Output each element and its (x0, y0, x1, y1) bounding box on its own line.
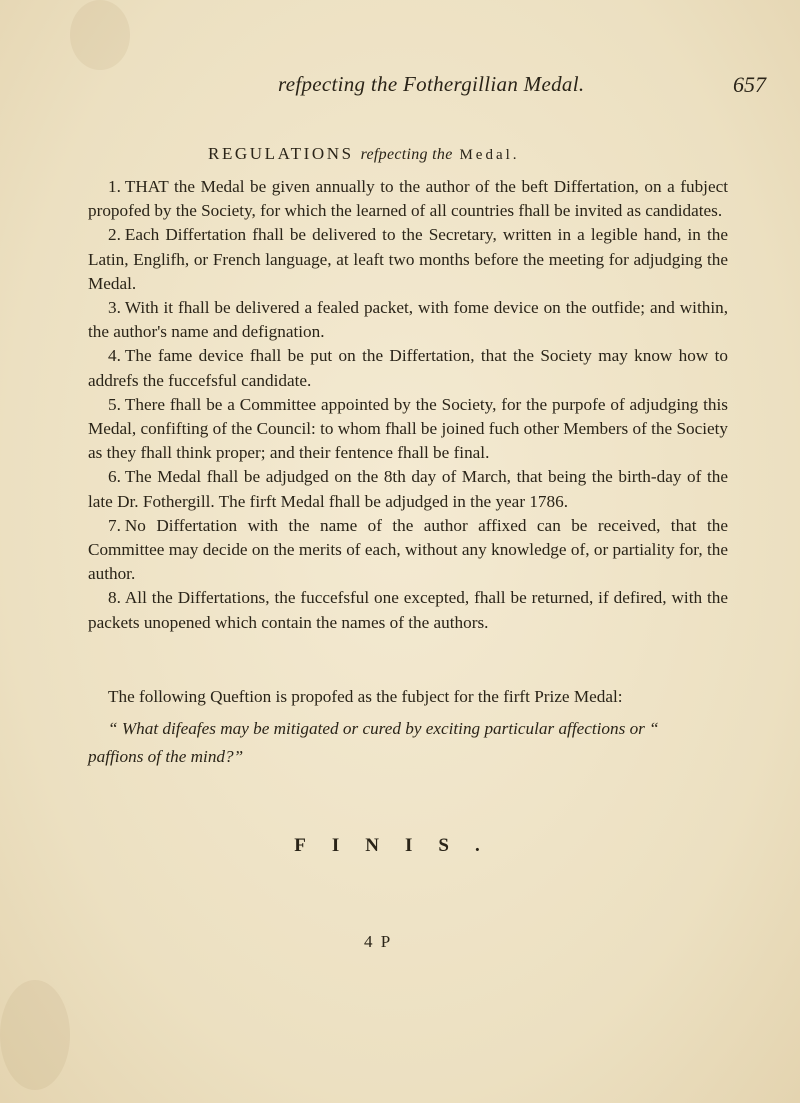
regulation-item (88, 223, 728, 296)
regulation-text: No Differtation with the name of the author affixed can be received, that the Committee may decide on the merits of each, without any knowledge of, or partiality for, the author. (88, 515, 728, 584)
regulation-text: The fame device fhall be put on the Differtation, that the Society may know how to addrefs the fuccefsful candidate. (88, 346, 728, 390)
regulation-number: 6. (108, 467, 121, 487)
regulation-number: 4. (108, 346, 121, 366)
running-head (0, 72, 800, 102)
paper-stain (0, 980, 70, 1090)
regulation-text: There fhall be a Committee appointed by the Society, for the purpofe of adjudging this Medal, confifting of the Council: to whom fhall be joined fuch other Members of the Society as they fhall think proper; and their fentence fhall be final. (88, 394, 728, 463)
signature-mark: 4 P (364, 932, 393, 951)
regulation-item (88, 586, 728, 634)
heading-small-caps: Medal. (459, 147, 520, 163)
regulation-text: THAT the Medal be given annually to the author of the beft Differtation, on a fubject propofed by the Society, for which the learned of all countries fhall be invited as candidates. (88, 177, 728, 221)
page-number: 657 (733, 72, 766, 97)
regulations-heading (208, 144, 520, 164)
regulation-item (88, 393, 728, 466)
running-title: refpecting the Fothergillian Medal. (278, 72, 585, 96)
regulation-text: Each Differtation fhall be delivered to the Secretary, written in a legible hand, in the Latin, Englifh, or French language, at leaft two months before the meeting for adjudging the Medal. (88, 225, 728, 293)
regulations-list (88, 175, 728, 635)
question-intro: The following Queftion is propofed as the fubject for the firft Prize Medal: (108, 687, 623, 706)
paper-stain (70, 0, 130, 70)
regulation-item (88, 514, 728, 587)
regulation-number: 1. (108, 177, 121, 196)
finis: FINIS. (294, 835, 506, 856)
regulation-number: 7. (108, 515, 121, 535)
regulation-item (88, 344, 728, 392)
prize-question (88, 683, 728, 771)
heading-italic: refpecting the (360, 146, 453, 163)
regulation-number: 3. (108, 298, 121, 318)
regulation-text: With it fhall be delivered a fealed packet, with fome device on the outfide; and within, the author's name and defignation. (88, 298, 728, 342)
regulation-item (88, 175, 728, 223)
regulation-text: All the Differtations, the fuccefsful one excepted, fhall be returned, if defired, with the packets unopened which contain the names of the authors. (88, 588, 728, 632)
regulation-number: 2. (108, 225, 121, 245)
regulation-item (88, 465, 728, 513)
regulation-text: The Medal fhall be adjudged on the 8th day of March, that being the birth-day of the late Dr. Fothergill. The firft Medal fhall be adjudged in the year 1786. (88, 467, 728, 511)
question-text: “ What difeafes may be mitigated or cured by exciting particular affections or “ paffions of the mind?” (88, 719, 659, 766)
regulation-number: 8. (108, 588, 121, 608)
regulation-number: 5. (108, 394, 121, 414)
heading-caps: REGULATIONS (208, 144, 354, 163)
regulation-item (88, 296, 728, 344)
